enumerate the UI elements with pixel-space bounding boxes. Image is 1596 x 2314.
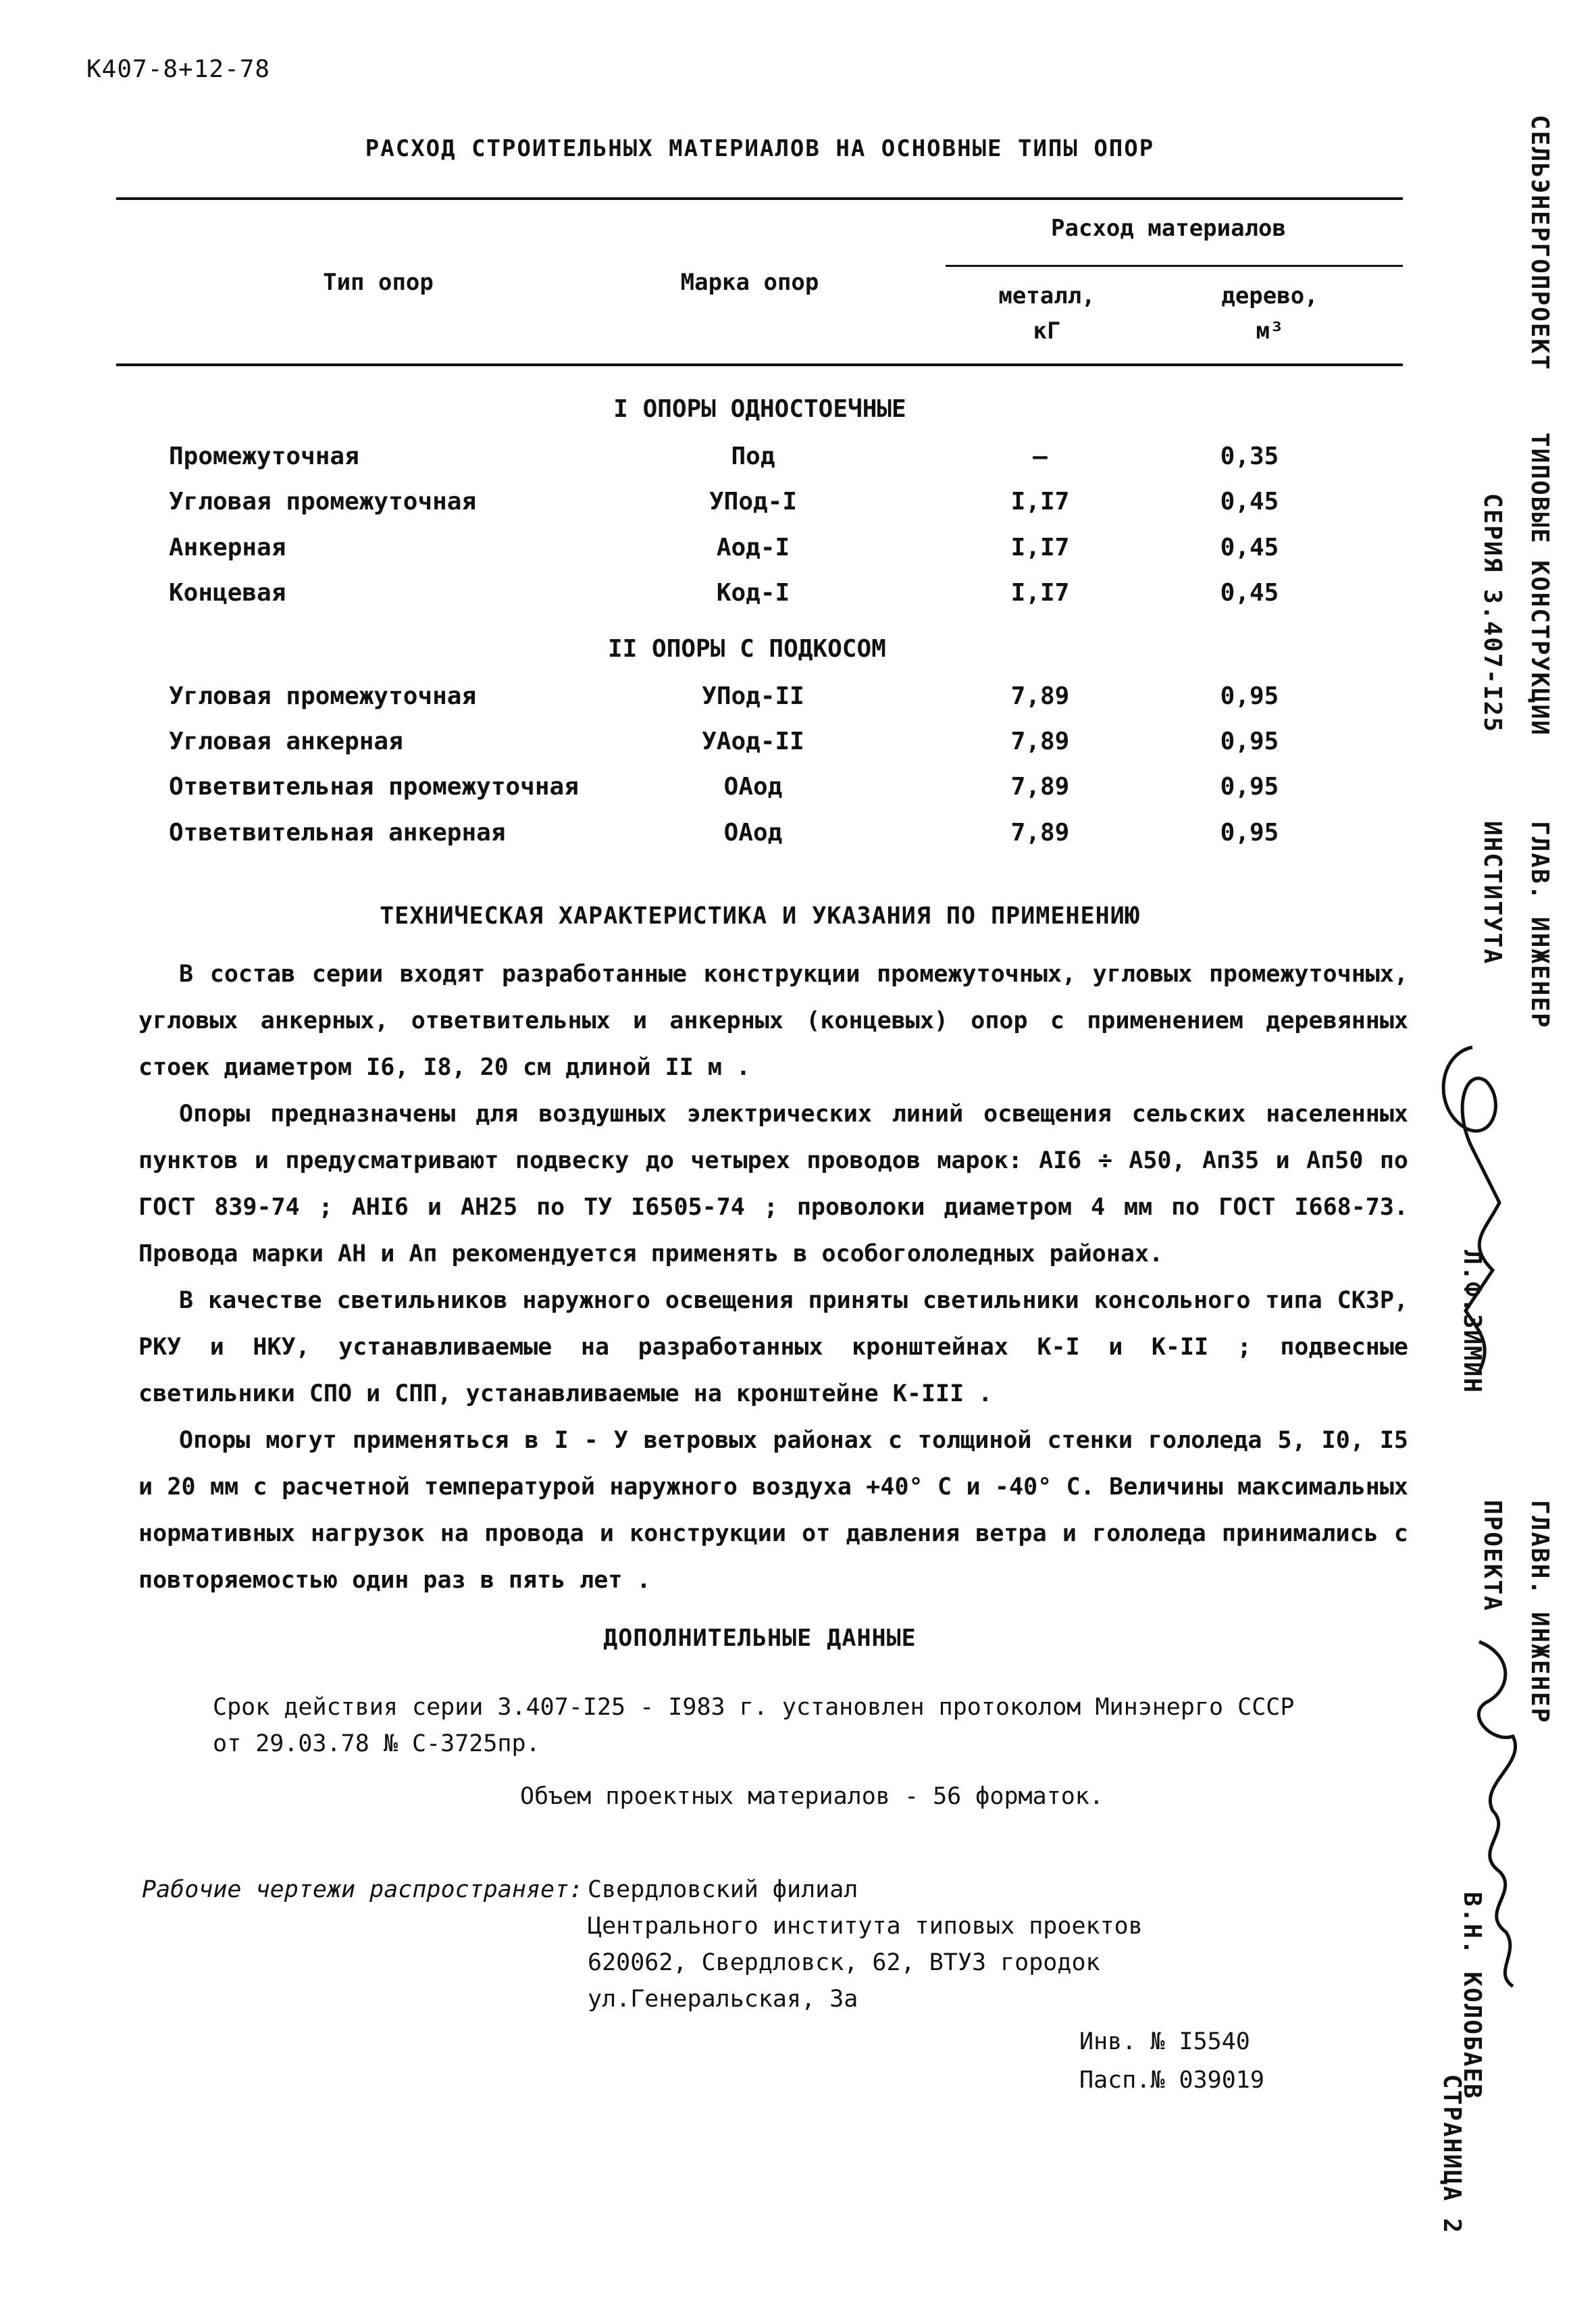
header-wood: дерево, м³ — [1221, 282, 1318, 345]
row-wood: 0,95 — [1220, 682, 1279, 710]
table-top-rule — [116, 197, 1403, 200]
row-metal: I,I7 — [1010, 488, 1070, 515]
table-title: РАСХОД СТРОИТЕЛЬНЫХ МАТЕРИАЛОВ НА ОСНОВНЫЕ ТИПЫ ОПОР — [365, 135, 1155, 162]
row-mark: Аод-I — [716, 534, 790, 561]
tech-body — [138, 951, 1408, 1604]
tech-heading: ТЕХНИЧЕСКАЯ ХАРАКТЕРИСТИКА И УКАЗАНИЯ ПО ПРИМЕНЕНИЮ — [380, 903, 1140, 930]
row-type: Угловая промежуточная — [169, 682, 477, 710]
row-type: Ответвительная промежуточная — [169, 773, 579, 801]
signature-chief-engineer — [1425, 1027, 1526, 1378]
tech-paragraph: Опоры предназначены для воздушных электрических линий освещения сельских населенных пунктов и предусматривают подвеску до четырех проводов марок: AI6 ÷ A50, Ап35 и Ап50 по ГОСТ 839-74 ; АНI6 и АН25 по ТУ I6505-74 ; проволоки диаметром 4 мм по ГОСТ I668-73. Провода марки АН и Ап рекомендуется применять в особогололедных районах. — [138, 1101, 1408, 1267]
row-mark: УПод-I — [709, 488, 798, 515]
side-project-engineer: ГЛАВН. ИНЖЕНЕР — [1526, 1500, 1553, 1724]
signature-project-engineer — [1452, 1628, 1533, 1993]
header-type: Тип опор — [323, 269, 434, 296]
row-wood: 0,45 — [1220, 534, 1279, 561]
row-metal: I,I7 — [1010, 534, 1070, 561]
row-metal: I,I7 — [1010, 579, 1070, 607]
passport-number: Пасп.№ 039019 — [1079, 2067, 1264, 2094]
inventory-number: Инв. № I5540 — [1079, 2028, 1250, 2055]
header-mark: Марка опор — [680, 269, 819, 296]
side-chief-engineer-name: Л.Ф.ЗИМИН — [1458, 1250, 1486, 1394]
row-wood: 0,95 — [1220, 773, 1279, 801]
distributor-label: Рабочие чертежи распространяет: — [142, 1876, 584, 1903]
side-project-engineer-name: В.Н. КОЛОБАЕВ — [1458, 1892, 1486, 2100]
header-metal: металл, кГ — [998, 282, 1096, 345]
tech-paragraph: Опоры могут применяться в I - У ветровых районах с толщиной стенки гололеда 5, I0, I5 и 20 мм с расчетной температурой наружного воздуха +40° С и -40° С. Величины максимальных нормативных нагрузок на провода и конструкции от давления ветра и гололеда принимались с повторяемостью один раз в пять лет . — [138, 1427, 1408, 1594]
tech-paragraph: В состав серии входят разработанные конструкции промежуточных, угловых промежуточных, угловых анкерных, ответвительных и анкерных (концевых) опор с применением деревянных стоек диаметром I6, I8, 20 см длиной II м . — [138, 961, 1408, 1081]
row-mark: Под — [731, 443, 775, 470]
row-metal: 7,89 — [1010, 682, 1070, 710]
side-chief-engineer: ГЛАВ. ИНЖЕНЕР — [1526, 821, 1553, 1029]
table-subhead-rule — [946, 265, 1403, 267]
row-type: Угловая анкерная — [169, 728, 403, 755]
row-metal: – — [1033, 443, 1048, 470]
row-mark: ОАод — [723, 773, 783, 801]
row-wood: 0,45 — [1220, 579, 1279, 607]
row-type: Ответвительная анкерная — [169, 819, 506, 847]
table-header-rule — [116, 363, 1403, 366]
side-institute: ИНСТИТУТА — [1478, 821, 1506, 965]
row-mark: Код-I — [716, 579, 790, 607]
row-wood: 0,95 — [1220, 819, 1279, 847]
row-metal: 7,89 — [1010, 819, 1070, 847]
side-series: СЕРИЯ 3.407-I25 — [1478, 493, 1506, 734]
header-consumption: Расход материалов — [1051, 215, 1286, 242]
row-type: Концевая — [169, 579, 286, 607]
row-wood: 0,45 — [1220, 488, 1279, 515]
side-page-number: СТРАНИЦА 2 — [1438, 2074, 1466, 2234]
row-wood: 0,35 — [1220, 443, 1279, 470]
section-title: I ОПОРЫ ОДНОСТОЕЧНЫЕ — [613, 395, 906, 423]
side-org: СЕЛЬЭНЕРГОПРОЕКТ — [1526, 115, 1553, 371]
row-mark: УПод-II — [702, 682, 804, 710]
row-type: Анкерная — [169, 534, 286, 561]
row-mark: УАод-II — [702, 728, 804, 755]
row-metal: 7,89 — [1010, 773, 1070, 801]
distributor-address: Свердловский филиал Центрального института типовых проектов 620062, Свердловск, 62, ВТУЗ городок ул.Генеральская, 3а — [588, 1876, 1143, 2013]
extra-heading: ДОПОЛНИТЕЛЬНЫЕ ДАННЫЕ — [603, 1625, 917, 1652]
row-mark: ОАод — [723, 819, 783, 847]
side-project: ПРОЕКТА — [1478, 1500, 1506, 1612]
validity-note: Срок действия серии 3.407-I25 - I983 г. установлен протоколом Минэнерго СССР от 29.03.78 № С-3725пр. — [213, 1694, 1295, 1757]
volume-note: Объем проектных материалов - 56 форматок. — [520, 1783, 1104, 1810]
row-wood: 0,95 — [1220, 728, 1279, 755]
row-type: Промежуточная — [169, 443, 359, 470]
tech-paragraph: В качестве светильников наружного освещения приняты светильники консольного типа СКЗР, РКУ и НКУ, устанавливаемые на разработанных кронштейнах К-I и К-II ; подвесные светильники СПО и СПП, устанавливаемые на кронштейне К-III . — [138, 1287, 1408, 1407]
side-tip: ТИПОВЫЕ КОНСТРУКЦИИ — [1526, 432, 1553, 736]
document-code: К407-8+12-78 — [86, 55, 271, 83]
row-metal: 7,89 — [1010, 728, 1070, 755]
row-type: Угловая промежуточная — [169, 488, 477, 515]
